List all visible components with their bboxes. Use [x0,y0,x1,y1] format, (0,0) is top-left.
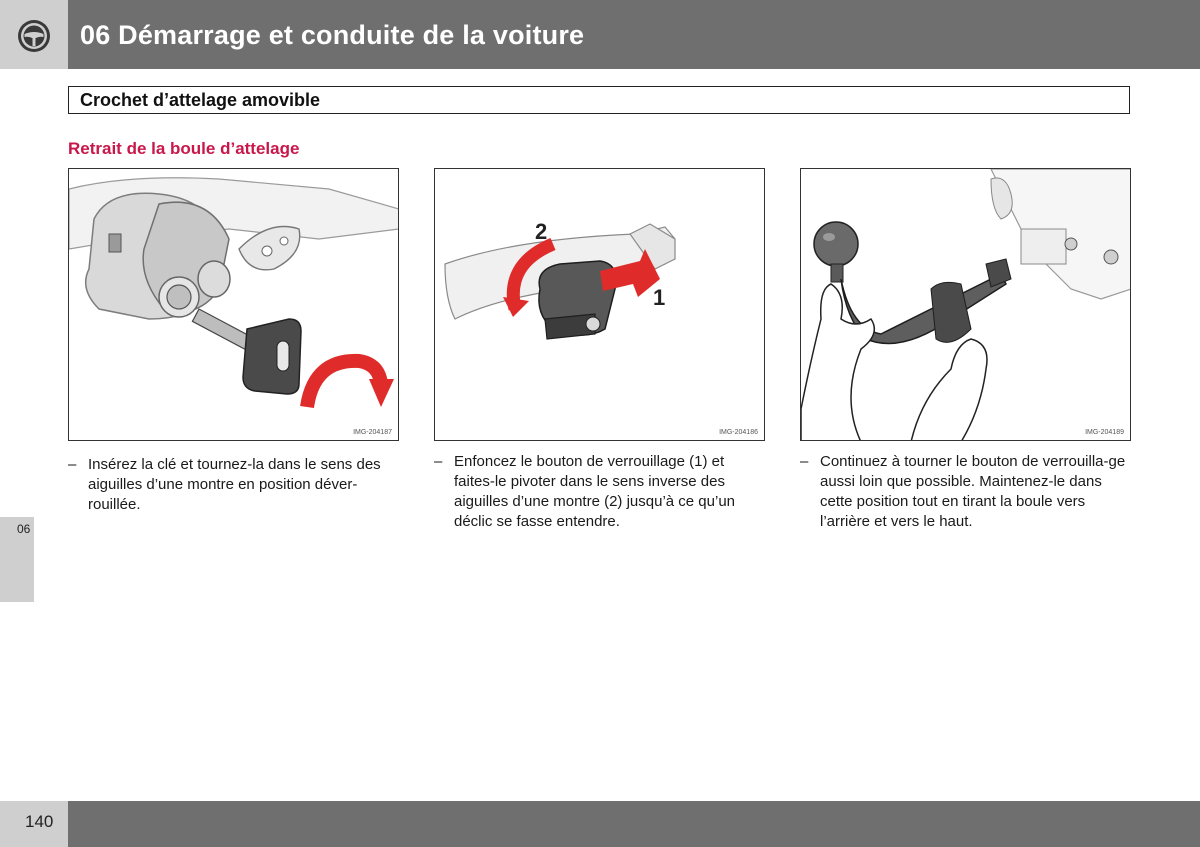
chapter-tab-label: 06 [17,522,31,536]
list-dash: – [800,453,809,470]
header-icon-box [0,0,68,69]
caption-1 [68,455,398,515]
lock-button-rotate-illustration [435,169,765,441]
caption-text: Enfoncez le bouton de verrouillage (1) et faites-le pivoter dans le sens inverse des aiguilles d’une montre (2) jusqu’à ce qu’un déclic se fasse entendre. [454,453,736,530]
list-dash: – [434,453,443,470]
figure-remove-ball [800,168,1131,441]
image-code: IMG-204189 [1085,429,1124,436]
footer-bar [68,801,1200,847]
caption-2 [434,452,764,532]
steering-wheel-icon [17,19,51,53]
caption-text: Continuez à tourner le bouton de verrouilla-ge aussi loin que possible. Maintenez-le dans cette position tout en tirant la boule vers l’arrière et vers le haut. [820,453,1126,530]
subheading: Retrait de la boule d’attelage [68,139,300,158]
caption-3 [800,452,1130,532]
chapter-title: 06 Démarrage et conduite de la voiture [80,20,585,50]
section-title: Crochet d’attelage amovible [80,90,321,110]
list-dash: – [68,456,77,473]
label-2: 2 [535,219,548,244]
section-title-box [68,86,1130,114]
figure-key-insert [68,168,399,441]
image-code: IMG-204187 [353,429,392,436]
caption-text: Insérez la clé et tournez-la dans le sens des aiguilles d’une montre en position déver-rouillée. [88,456,381,513]
figure-lock-button [434,168,765,441]
key-unlock-illustration [69,169,399,441]
image-code: IMG-204186 [719,429,758,436]
page-number: 140 [25,812,54,831]
label-1: 1 [653,285,666,310]
remove-tow-ball-illustration [801,169,1131,441]
